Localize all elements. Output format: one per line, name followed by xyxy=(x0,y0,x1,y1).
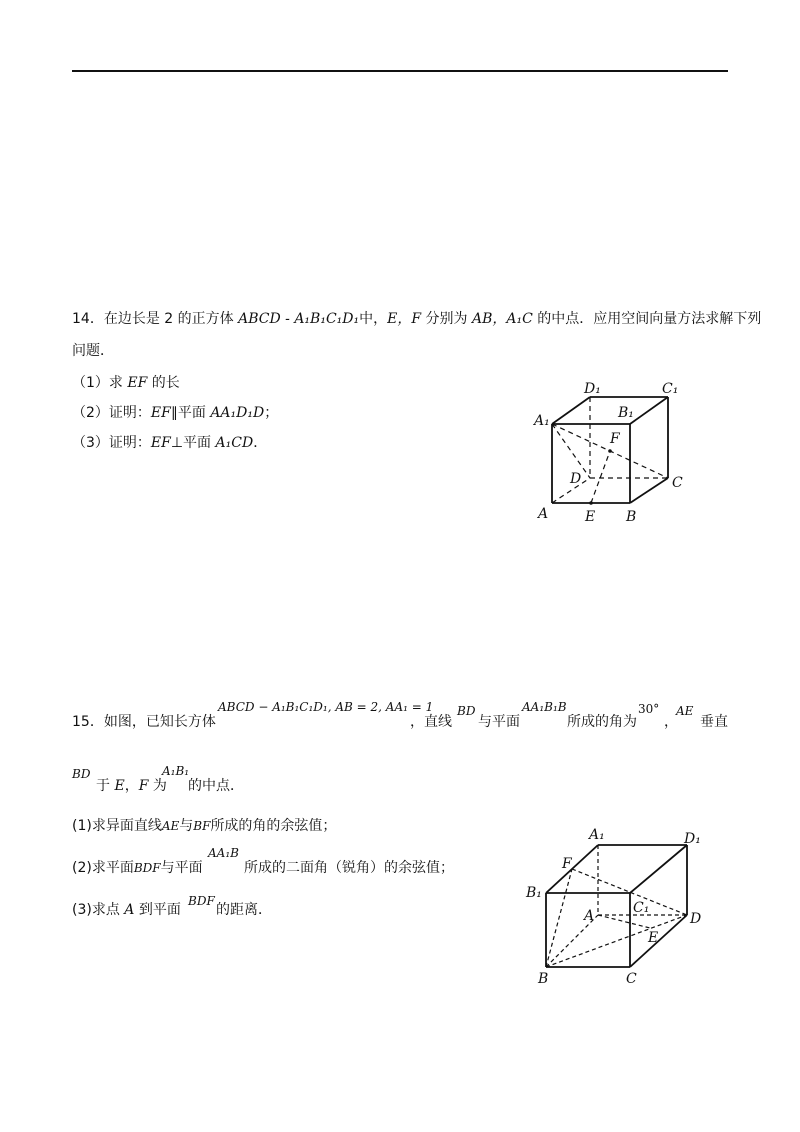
q15-part2-math-b: AA₁B xyxy=(208,846,239,860)
q15-stem-a: 如图，已知长方体 xyxy=(103,714,216,730)
q15-label-c1: C₁ xyxy=(633,900,650,916)
q14-stem-d: 分别为 xyxy=(421,311,472,327)
q15-part2-number: (2) xyxy=(72,860,92,876)
q15-line2 xyxy=(96,775,167,795)
q14-part1-math: EF xyxy=(127,375,148,391)
q14-point-e xyxy=(589,501,593,505)
q14-stem-line2: 问题． xyxy=(72,343,114,359)
q15-segment-ae xyxy=(598,915,650,928)
q15-segment-bf xyxy=(546,869,572,967)
q15-given-math: ABCD − A₁B₁C₁D₁, AB = 2, AA₁ = 1 xyxy=(218,700,434,714)
q14-part2-math-a: EF xyxy=(150,405,171,421)
q14-part3-number: （3） xyxy=(72,435,109,451)
q15-part3 xyxy=(72,899,181,919)
q14-stem-line1 xyxy=(72,308,761,328)
q14-part2 xyxy=(72,402,278,422)
q14-segment-ef xyxy=(591,451,610,503)
q14-label-b1: B₁ xyxy=(618,405,634,421)
q15-part1-text-a: 求异面直线 xyxy=(91,818,162,834)
q15-part1-math-b: BF xyxy=(193,819,211,833)
q15-line2-text-b: ， xyxy=(124,778,139,794)
q14-point-f xyxy=(608,449,612,453)
q14-part2-text-b: ∥平面 xyxy=(170,405,211,421)
q15-part2-a xyxy=(72,857,203,877)
q15-label-f: F xyxy=(562,856,572,872)
q15-number: 15． xyxy=(72,714,104,730)
top-rule xyxy=(72,70,728,72)
q15-line2-text-c: 为 xyxy=(148,778,167,794)
q15-label-a: A xyxy=(584,908,595,924)
q14-label-e: E xyxy=(585,509,596,525)
q14-part1-number: （1） xyxy=(72,375,109,391)
q14-label-c: C xyxy=(672,475,683,491)
q14-cube-name: ABCD - A₁B₁C₁D₁ xyxy=(238,311,360,327)
q15-angle: 30° xyxy=(638,702,660,716)
q15-label-c: C xyxy=(626,971,637,987)
q15-label-d: D xyxy=(690,911,702,927)
q15-part3-text-b: 到平面 xyxy=(134,902,181,918)
q14-part3 xyxy=(72,432,267,452)
q15-line2-f: F xyxy=(138,778,149,794)
q15-line2-text-d: 的中点． xyxy=(188,778,244,794)
q14-part1 xyxy=(72,372,180,392)
q15-stem-e: ， xyxy=(664,714,678,730)
q15-line2-e: E xyxy=(114,778,125,794)
q14-part3-text-c: ． xyxy=(253,435,268,451)
q15-part3-text-c: 的距离． xyxy=(216,902,272,918)
q14-stem-f: 的中点．应用空间向量方法求解下列 xyxy=(532,311,762,327)
q14-part1-text-b: 的长 xyxy=(147,375,180,391)
q15-part1-math-a: AE xyxy=(161,819,180,833)
q14-label-f: F xyxy=(610,431,620,447)
q14-label-b: B xyxy=(626,509,637,525)
q14-edge-a1d1 xyxy=(552,397,590,424)
q15-part3-math-a: A xyxy=(124,902,135,918)
q15-part3-number: (3) xyxy=(72,902,92,918)
q14-part3-text-a: 证明： xyxy=(108,435,151,451)
q14-segment-a1d xyxy=(552,424,590,478)
q15-part3-text-a: 求点 xyxy=(91,902,125,918)
q15-part2-text-b: 与平面 xyxy=(160,860,203,876)
q15-plane-aa1b1b: AA₁B₁B xyxy=(522,700,567,714)
q14-label-c1: C₁ xyxy=(662,381,679,397)
q15-part1-number: (1) xyxy=(72,818,92,834)
q15-stem-b: ，直线 xyxy=(410,714,452,730)
q15-stem-f: 垂直 xyxy=(700,714,728,730)
q15-ae: AE xyxy=(676,704,694,718)
q15-part2-math-a: BDF xyxy=(133,861,161,875)
q14-part3-math-a: EF xyxy=(150,435,171,451)
q15-label-b1: B₁ xyxy=(526,885,542,901)
q15-line-bd: BD xyxy=(457,704,476,718)
q15-box-figure xyxy=(520,820,710,990)
q15-part2-text-a: 求平面 xyxy=(91,860,134,876)
q14-part1-text-a: 求 xyxy=(108,375,128,391)
q14-edge-b1c1 xyxy=(630,397,668,424)
q15-edge-cd xyxy=(630,915,687,967)
q14-label-a1: A₁ xyxy=(534,413,550,429)
q15-part2-text-c: 所成的二面角（锐角）的余弦值； xyxy=(244,860,454,876)
q15-label-e: E xyxy=(648,930,659,946)
q14-cube-figure xyxy=(520,370,690,530)
q15-part3-math-b: BDF xyxy=(188,894,215,908)
q15-edge-c1d1 xyxy=(630,845,687,893)
q14-part2-text-c: ； xyxy=(264,405,279,421)
q15-label-d1: D₁ xyxy=(684,831,701,847)
q14-points-ab-a1c: AB，A₁C xyxy=(471,311,533,327)
q15-label-a1: A₁ xyxy=(589,827,605,843)
q14-part2-number: （2） xyxy=(72,405,109,421)
q15-label-b: B xyxy=(538,971,549,987)
q14-label-d: D xyxy=(570,471,582,487)
q14-label-d1: D₁ xyxy=(584,381,601,397)
q14-part3-text-b: ⊥平面 xyxy=(170,435,216,451)
q15-segment-bd xyxy=(546,915,687,967)
q14-points-ef: E，F xyxy=(387,311,422,327)
q15-line2-a1b1: A₁B₁ xyxy=(162,764,190,778)
q14-stem-b: 中， xyxy=(359,311,388,327)
q14-part2-math-b: AA₁D₁D xyxy=(210,405,265,421)
q15-line2-bd: BD xyxy=(72,767,91,781)
q14-edge-bc xyxy=(630,478,668,503)
q14-part3-math-b: A₁CD xyxy=(215,435,254,451)
q15-part1-text-c: 所成的角的余弦值； xyxy=(210,818,337,834)
q15-stem-d: 所成的角为 xyxy=(567,714,637,730)
q14-part2-text-a: 证明： xyxy=(108,405,151,421)
q14-label-a: A xyxy=(538,506,549,522)
q15-line2-text-a: 于 xyxy=(96,778,115,794)
q15-number-stem xyxy=(72,711,216,731)
q15-part1-text-b: 与 xyxy=(179,818,194,834)
q14-stem-a: 在边长是 2 的正方体 xyxy=(103,311,234,327)
q15-stem-c: 与平面 xyxy=(478,714,520,730)
q15-part1 xyxy=(72,815,336,835)
q14-number: 14． xyxy=(72,311,104,327)
